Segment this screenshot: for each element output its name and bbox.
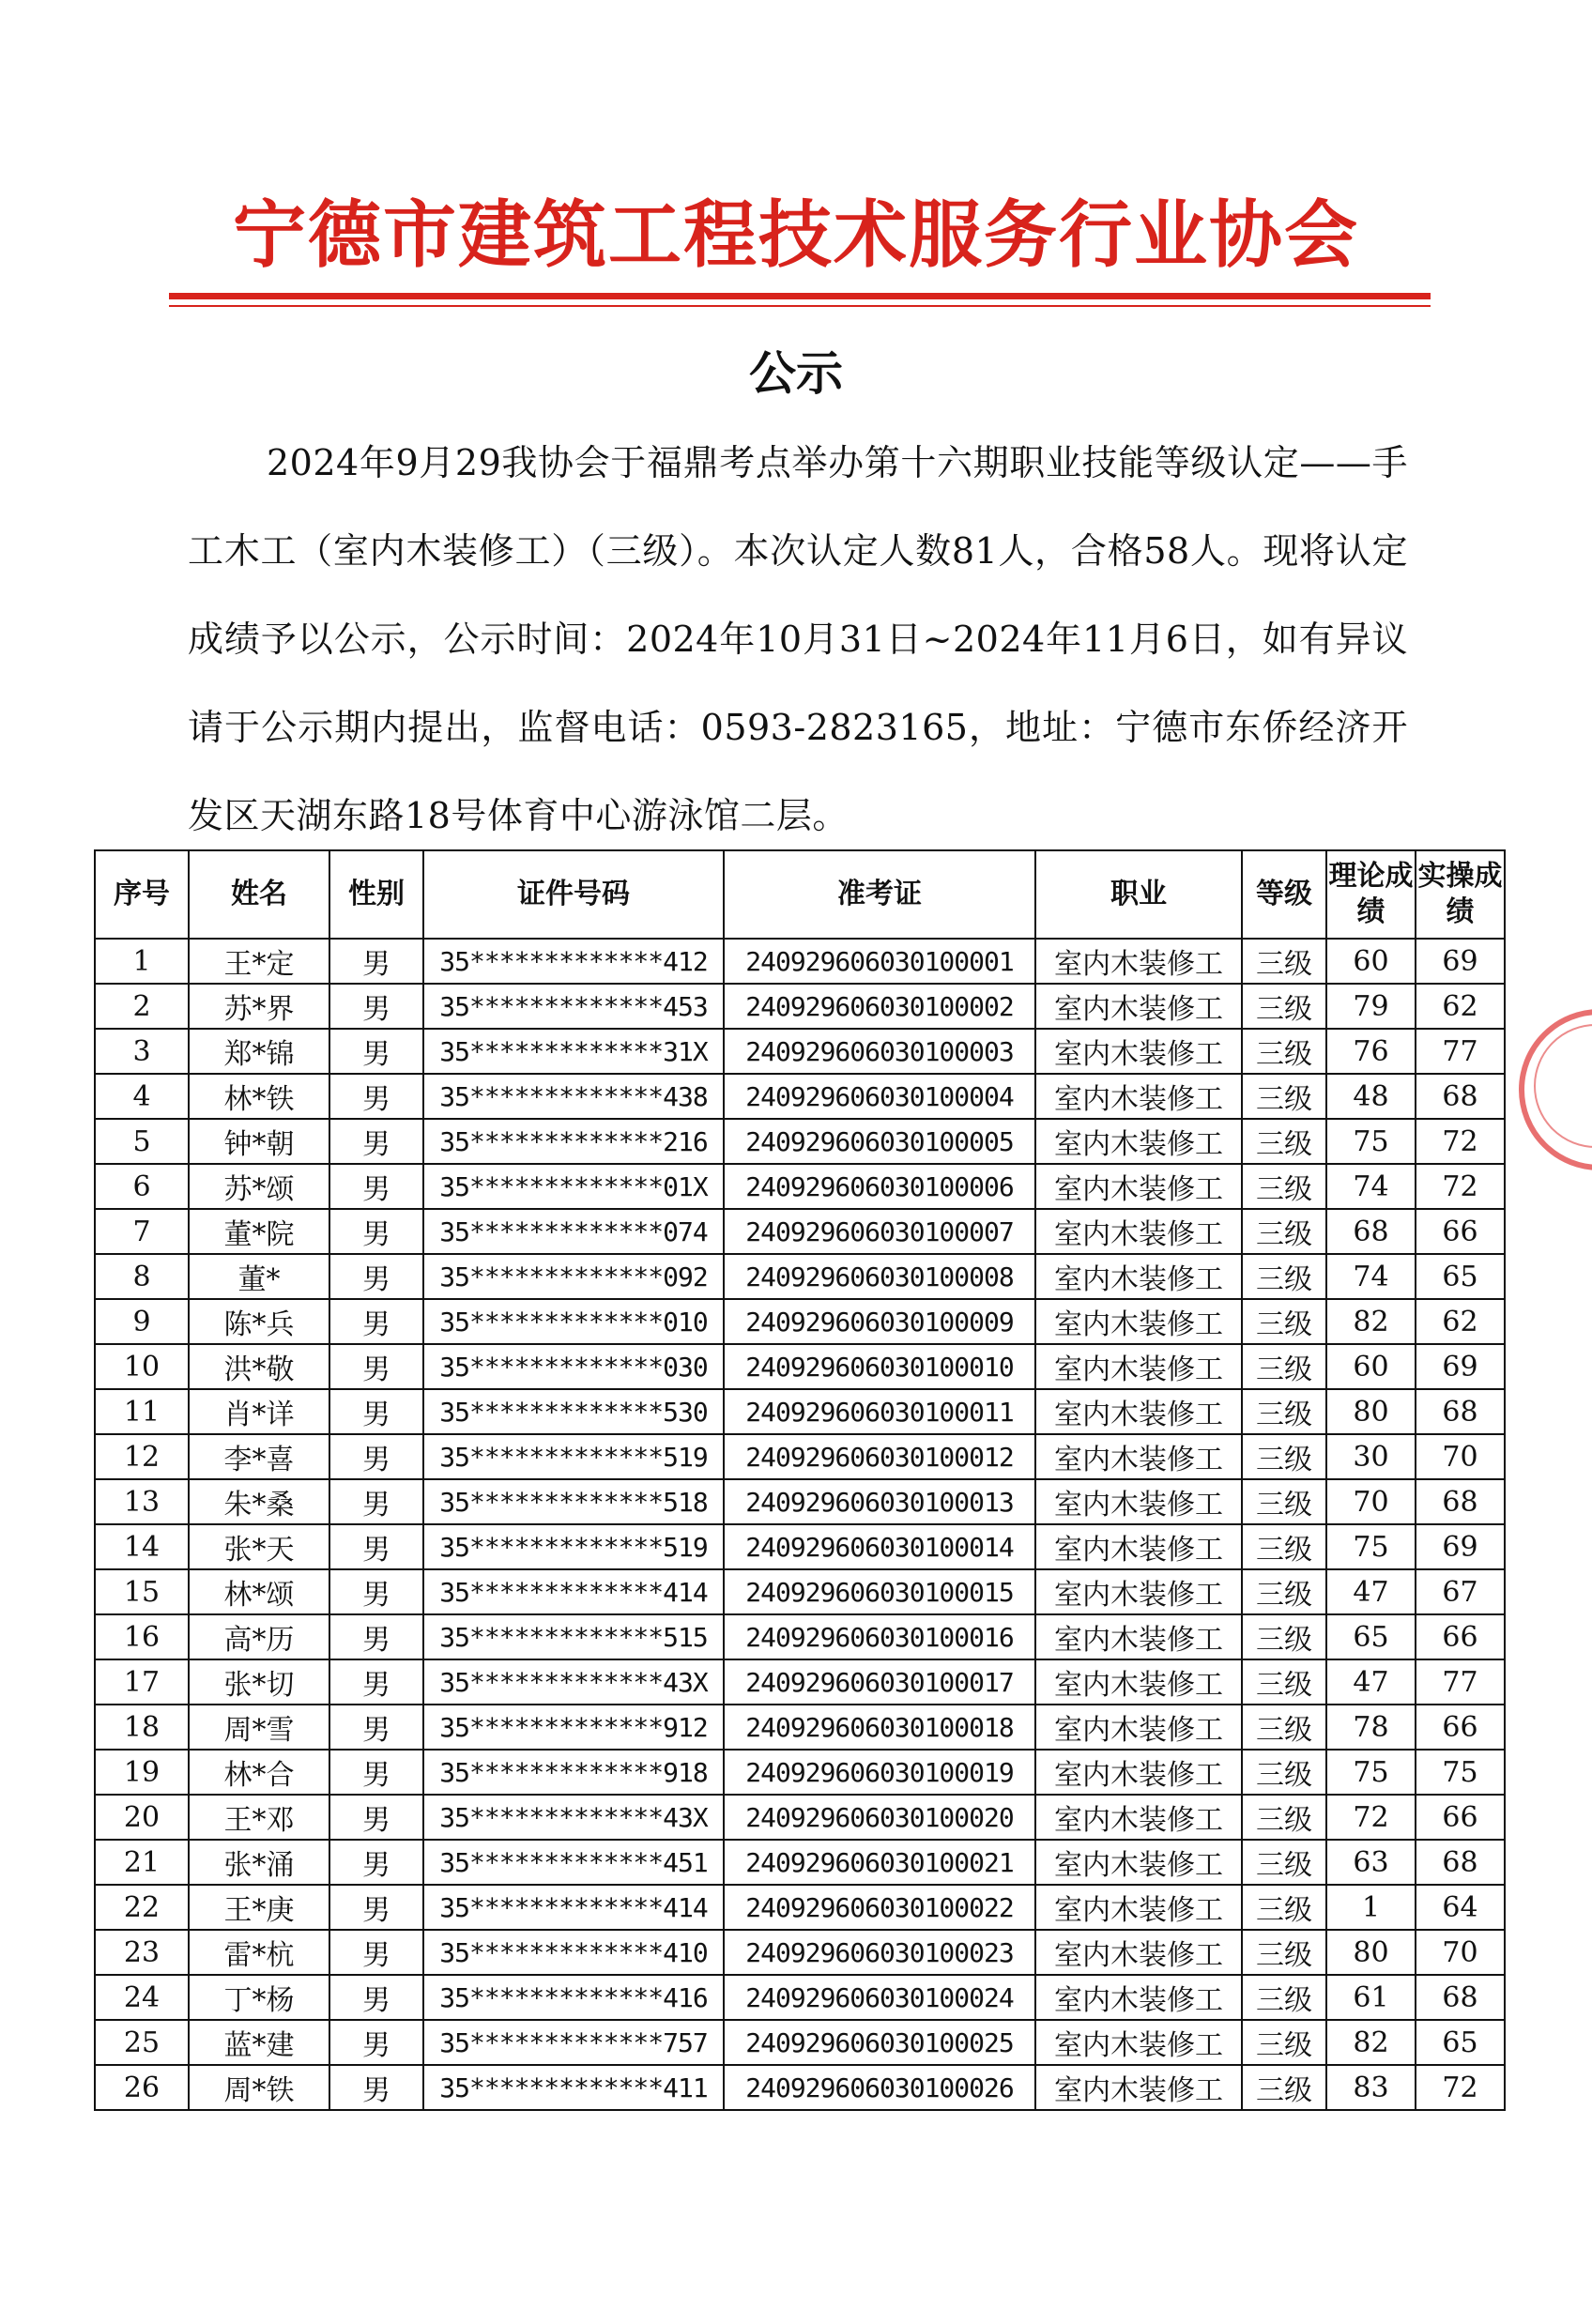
level-cell: 三级 xyxy=(1242,1434,1326,1479)
exam-ticket-cell: 240929606030100005 xyxy=(724,1119,1035,1164)
occupation-cell: 室内木装修工 xyxy=(1035,2065,1242,2110)
level-cell: 三级 xyxy=(1242,1209,1326,1254)
occupation-cell: 室内木装修工 xyxy=(1035,939,1242,984)
table-header xyxy=(95,850,1505,939)
id-number-cell: 35*************416 xyxy=(423,1975,724,2020)
name-cell: 肖*详 xyxy=(189,1389,329,1434)
occupation-cell: 室内木装修工 xyxy=(1035,1569,1242,1614)
seq-cell: 15 xyxy=(95,1569,189,1614)
occupation-cell: 室内木装修工 xyxy=(1035,1074,1242,1119)
practical-score-cell: 72 xyxy=(1416,1164,1505,1209)
practical-score-cell: 77 xyxy=(1416,1659,1505,1705)
gender-cell: 男 xyxy=(329,1795,423,1840)
name-cell: 王*定 xyxy=(189,939,329,984)
exam-ticket-cell: 240929606030100002 xyxy=(724,984,1035,1029)
seq-cell: 24 xyxy=(95,1975,189,2020)
gender-cell: 男 xyxy=(329,1750,423,1795)
notice-paragraph: 2024年9月29我协会于福鼎考点举办第十六期职业技能等级认定——手工木工（室内木装修工）（三级）。本次认定人数81人，合格58人。现将认定成绩予以公示，公示时间：2024年10月31日~2024年11月6日，如有异议请于公示期内提出，监督电话：0593-2823165，地址：宁德市东侨经济开发区天湖东路18号体育中心游泳馆二层。 xyxy=(188,442,1408,836)
name-cell: 王*邓 xyxy=(189,1795,329,1840)
occupation-cell: 室内木装修工 xyxy=(1035,1344,1242,1389)
occupation-cell: 室内木装修工 xyxy=(1035,1209,1242,1254)
name-cell: 周*铁 xyxy=(189,2065,329,2110)
seq-cell: 20 xyxy=(95,1795,189,1840)
level-cell: 三级 xyxy=(1242,1344,1326,1389)
name-cell: 张*天 xyxy=(189,1524,329,1569)
exam-ticket-cell: 240929606030100025 xyxy=(724,2020,1035,2065)
seq-cell: 5 xyxy=(95,1119,189,1164)
level-cell: 三级 xyxy=(1242,1254,1326,1299)
level-cell: 三级 xyxy=(1242,1029,1326,1074)
seq-cell: 11 xyxy=(95,1389,189,1434)
exam-ticket-cell: 240929606030100022 xyxy=(724,1885,1035,1930)
gender-cell: 男 xyxy=(329,1254,423,1299)
id-number-cell: 35*************414 xyxy=(423,1885,724,1930)
gender-cell: 男 xyxy=(329,1614,423,1659)
seq-cell: 23 xyxy=(95,1930,189,1975)
name-cell: 朱*桑 xyxy=(189,1479,329,1524)
practical-score-cell: 66 xyxy=(1416,1795,1505,1840)
theory-score-cell: 82 xyxy=(1326,2020,1416,2065)
theory-score-cell: 63 xyxy=(1326,1840,1416,1885)
table-row xyxy=(95,1119,1505,1164)
seq-cell: 6 xyxy=(95,1164,189,1209)
gender-cell: 男 xyxy=(329,1524,423,1569)
occupation-cell: 室内木装修工 xyxy=(1035,1524,1242,1569)
seq-cell: 21 xyxy=(95,1840,189,1885)
gender-cell: 男 xyxy=(329,2020,423,2065)
table-row xyxy=(95,1750,1505,1795)
id-number-cell: 35*************515 xyxy=(423,1614,724,1659)
practical-score-cell: 68 xyxy=(1416,1389,1505,1434)
practical-score-cell: 72 xyxy=(1416,1119,1505,1164)
level-cell: 三级 xyxy=(1242,1840,1326,1885)
occupation-cell: 室内木装修工 xyxy=(1035,1975,1242,2020)
table-row xyxy=(95,1524,1505,1569)
practical-score-cell: 67 xyxy=(1416,1569,1505,1614)
id-number-cell: 35*************912 xyxy=(423,1705,724,1750)
practical-score-cell: 66 xyxy=(1416,1209,1505,1254)
seq-cell: 26 xyxy=(95,2065,189,2110)
practical-score-cell: 68 xyxy=(1416,1840,1505,1885)
seq-cell: 13 xyxy=(95,1479,189,1524)
theory-score-cell: 78 xyxy=(1326,1705,1416,1750)
occupation-cell: 室内木装修工 xyxy=(1035,1479,1242,1524)
level-cell: 三级 xyxy=(1242,1299,1326,1344)
name-cell: 董*院 xyxy=(189,1209,329,1254)
occupation-cell: 室内木装修工 xyxy=(1035,1705,1242,1750)
occupation-cell: 室内木装修工 xyxy=(1035,1164,1242,1209)
exam-ticket-cell: 240929606030100006 xyxy=(724,1164,1035,1209)
id-number-cell: 35*************412 xyxy=(423,939,724,984)
seq-cell: 4 xyxy=(95,1074,189,1119)
theory-score-cell: 76 xyxy=(1326,1029,1416,1074)
id-number-cell: 35*************451 xyxy=(423,1840,724,1885)
practical-score-cell: 62 xyxy=(1416,1299,1505,1344)
name-cell: 林*颂 xyxy=(189,1569,329,1614)
exam-ticket-cell: 240929606030100018 xyxy=(724,1705,1035,1750)
header-rule-thick xyxy=(169,293,1431,299)
practical-score-cell: 70 xyxy=(1416,1930,1505,1975)
gender-cell: 男 xyxy=(329,1975,423,2020)
id-number-cell: 35*************414 xyxy=(423,1569,724,1614)
level-cell: 三级 xyxy=(1242,1975,1326,2020)
level-cell: 三级 xyxy=(1242,1389,1326,1434)
occupation-cell: 室内木装修工 xyxy=(1035,1254,1242,1299)
practical-score-cell: 69 xyxy=(1416,1344,1505,1389)
exam-ticket-cell: 240929606030100016 xyxy=(724,1614,1035,1659)
table-row xyxy=(95,1479,1505,1524)
occupation-cell: 室内木装修工 xyxy=(1035,1750,1242,1795)
gender-header: 性别 xyxy=(329,850,423,939)
id-number-cell: 35*************519 xyxy=(423,1524,724,1569)
seq-cell: 3 xyxy=(95,1029,189,1074)
id-number-cell: 35*************01X xyxy=(423,1164,724,1209)
table-row xyxy=(95,939,1505,984)
theory-score-cell: 47 xyxy=(1326,1659,1416,1705)
exam-ticket-cell: 240929606030100009 xyxy=(724,1299,1035,1344)
level-cell: 三级 xyxy=(1242,1930,1326,1975)
occupation-cell: 室内木装修工 xyxy=(1035,1795,1242,1840)
level-cell: 三级 xyxy=(1242,1569,1326,1614)
organization-title: 宁德市建筑工程技术服务行业协会 xyxy=(232,193,1359,278)
theory-score-cell: 61 xyxy=(1326,1975,1416,2020)
name-cell: 丁*杨 xyxy=(189,1975,329,2020)
exam-ticket-cell: 240929606030100012 xyxy=(724,1434,1035,1479)
theory-score-cell: 60 xyxy=(1326,1344,1416,1389)
gender-cell: 男 xyxy=(329,984,423,1029)
table-row xyxy=(95,2020,1505,2065)
practical-score-cell: 68 xyxy=(1416,1074,1505,1119)
level-cell: 三级 xyxy=(1242,1885,1326,1930)
table-row xyxy=(95,2065,1505,2110)
id-number-cell: 35*************519 xyxy=(423,1434,724,1479)
table-row xyxy=(95,1434,1505,1479)
table-row xyxy=(95,1705,1505,1750)
gender-cell: 男 xyxy=(329,1705,423,1750)
exam-ticket-cell: 240929606030100024 xyxy=(724,1975,1035,2020)
table-row xyxy=(95,1299,1505,1344)
occupation-cell: 室内木装修工 xyxy=(1035,2020,1242,2065)
occupation-cell: 室内木装修工 xyxy=(1035,984,1242,1029)
table-row xyxy=(95,1614,1505,1659)
notice-title: 公示 xyxy=(749,346,843,401)
seq-cell: 10 xyxy=(95,1344,189,1389)
id-number-cell: 35*************757 xyxy=(423,2020,724,2065)
exam-ticket-cell: 240929606030100004 xyxy=(724,1074,1035,1119)
id-number-cell: 35*************438 xyxy=(423,1074,724,1119)
id-number-cell: 35*************43X xyxy=(423,1795,724,1840)
id-number-cell: 35*************31X xyxy=(423,1029,724,1074)
exam-ticket-cell: 240929606030100003 xyxy=(724,1029,1035,1074)
practical-score-cell: 66 xyxy=(1416,1614,1505,1659)
exam-ticket-cell: 240929606030100010 xyxy=(724,1344,1035,1389)
exam-ticket-cell: 240929606030100015 xyxy=(724,1569,1035,1614)
results-table xyxy=(94,849,1506,2111)
practical-score-cell: 62 xyxy=(1416,984,1505,1029)
level-cell: 三级 xyxy=(1242,1479,1326,1524)
theory-score-cell: 70 xyxy=(1326,1479,1416,1524)
gender-cell: 男 xyxy=(329,1479,423,1524)
name-cell: 王*庚 xyxy=(189,1885,329,1930)
theory-score-cell: 48 xyxy=(1326,1074,1416,1119)
exam-ticket-cell: 240929606030100014 xyxy=(724,1524,1035,1569)
gender-cell: 男 xyxy=(329,1119,423,1164)
id-number-cell: 35*************216 xyxy=(423,1119,724,1164)
id-number-header: 证件号码 xyxy=(423,850,724,939)
theory-score-cell: 65 xyxy=(1326,1614,1416,1659)
seq-header: 序号 xyxy=(95,850,189,939)
table-row xyxy=(95,984,1505,1029)
table-row xyxy=(95,1209,1505,1254)
level-cell: 三级 xyxy=(1242,1614,1326,1659)
name-header: 姓名 xyxy=(189,850,329,939)
table-row xyxy=(95,1930,1505,1975)
occupation-header: 职业 xyxy=(1035,850,1242,939)
name-cell: 苏*界 xyxy=(189,984,329,1029)
seq-cell: 25 xyxy=(95,2020,189,2065)
header-rule-thin xyxy=(169,305,1431,307)
table-row xyxy=(95,1344,1505,1389)
exam-ticket-cell: 240929606030100026 xyxy=(724,2065,1035,2110)
id-number-cell: 35*************411 xyxy=(423,2065,724,2110)
exam-ticket-cell: 240929606030100011 xyxy=(724,1389,1035,1434)
name-cell: 张*涌 xyxy=(189,1840,329,1885)
theory-score-cell: 75 xyxy=(1326,1119,1416,1164)
practical-score-cell: 68 xyxy=(1416,1975,1505,2020)
table-row xyxy=(95,1975,1505,2020)
theory-score-header: 理论成绩 xyxy=(1326,850,1416,939)
exam-ticket-cell: 240929606030100013 xyxy=(724,1479,1035,1524)
theory-score-cell: 30 xyxy=(1326,1434,1416,1479)
name-cell: 苏*颂 xyxy=(189,1164,329,1209)
seq-cell: 19 xyxy=(95,1750,189,1795)
exam-ticket-header: 准考证 xyxy=(724,850,1035,939)
practical-score-cell: 66 xyxy=(1416,1705,1505,1750)
occupation-cell: 室内木装修工 xyxy=(1035,1029,1242,1074)
theory-score-cell: 75 xyxy=(1326,1750,1416,1795)
practical-score-cell: 70 xyxy=(1416,1434,1505,1479)
occupation-cell: 室内木装修工 xyxy=(1035,1299,1242,1344)
practical-score-cell: 75 xyxy=(1416,1750,1505,1795)
name-cell: 林*合 xyxy=(189,1750,329,1795)
theory-score-cell: 68 xyxy=(1326,1209,1416,1254)
exam-ticket-cell: 240929606030100008 xyxy=(724,1254,1035,1299)
gender-cell: 男 xyxy=(329,1164,423,1209)
seq-cell: 22 xyxy=(95,1885,189,1930)
seq-cell: 1 xyxy=(95,939,189,984)
level-cell: 三级 xyxy=(1242,984,1326,1029)
occupation-cell: 室内木装修工 xyxy=(1035,1389,1242,1434)
occupation-cell: 室内木装修工 xyxy=(1035,1614,1242,1659)
level-cell: 三级 xyxy=(1242,1795,1326,1840)
level-header: 等级 xyxy=(1242,850,1326,939)
theory-score-cell: 75 xyxy=(1326,1524,1416,1569)
theory-score-cell: 80 xyxy=(1326,1930,1416,1975)
seq-cell: 18 xyxy=(95,1705,189,1750)
name-cell: 郑*锦 xyxy=(189,1029,329,1074)
name-cell: 张*切 xyxy=(189,1659,329,1705)
table-row xyxy=(95,1254,1505,1299)
theory-score-cell: 80 xyxy=(1326,1389,1416,1434)
theory-score-cell: 1 xyxy=(1326,1885,1416,1930)
table-row xyxy=(95,1840,1505,1885)
gender-cell: 男 xyxy=(329,1885,423,1930)
practical-score-header: 实操成绩 xyxy=(1416,850,1505,939)
seq-cell: 12 xyxy=(95,1434,189,1479)
occupation-cell: 室内木装修工 xyxy=(1035,1885,1242,1930)
gender-cell: 男 xyxy=(329,2065,423,2110)
occupation-cell: 室内木装修工 xyxy=(1035,1840,1242,1885)
name-cell: 周*雪 xyxy=(189,1705,329,1750)
seq-cell: 8 xyxy=(95,1254,189,1299)
practical-score-cell: 69 xyxy=(1416,939,1505,984)
occupation-cell: 室内木装修工 xyxy=(1035,1930,1242,1975)
id-number-cell: 35*************43X xyxy=(423,1659,724,1705)
practical-score-cell: 68 xyxy=(1416,1479,1505,1524)
seq-cell: 16 xyxy=(95,1614,189,1659)
gender-cell: 男 xyxy=(329,1209,423,1254)
name-cell: 蓝*建 xyxy=(189,2020,329,2065)
level-cell: 三级 xyxy=(1242,1705,1326,1750)
theory-score-cell: 47 xyxy=(1326,1569,1416,1614)
gender-cell: 男 xyxy=(329,939,423,984)
practical-score-cell: 65 xyxy=(1416,2020,1505,2065)
level-cell: 三级 xyxy=(1242,2020,1326,2065)
id-number-cell: 35*************410 xyxy=(423,1930,724,1975)
gender-cell: 男 xyxy=(329,1569,423,1614)
gender-cell: 男 xyxy=(329,1344,423,1389)
table-row xyxy=(95,1795,1505,1840)
table-row xyxy=(95,1885,1505,1930)
theory-score-cell: 83 xyxy=(1326,2065,1416,2110)
level-cell: 三级 xyxy=(1242,2065,1326,2110)
id-number-cell: 35*************453 xyxy=(423,984,724,1029)
id-number-cell: 35*************074 xyxy=(423,1209,724,1254)
name-cell: 林*铁 xyxy=(189,1074,329,1119)
theory-score-cell: 82 xyxy=(1326,1299,1416,1344)
level-cell: 三级 xyxy=(1242,939,1326,984)
id-number-cell: 35*************092 xyxy=(423,1254,724,1299)
id-number-cell: 35*************918 xyxy=(423,1750,724,1795)
seq-cell: 2 xyxy=(95,984,189,1029)
level-cell: 三级 xyxy=(1242,1750,1326,1795)
exam-ticket-cell: 240929606030100007 xyxy=(724,1209,1035,1254)
theory-score-cell: 79 xyxy=(1326,984,1416,1029)
occupation-cell: 室内木装修工 xyxy=(1035,1434,1242,1479)
theory-score-cell: 74 xyxy=(1326,1164,1416,1209)
exam-ticket-cell: 240929606030100017 xyxy=(724,1659,1035,1705)
practical-score-cell: 72 xyxy=(1416,2065,1505,2110)
theory-score-cell: 74 xyxy=(1326,1254,1416,1299)
name-cell: 钟*朝 xyxy=(189,1119,329,1164)
exam-ticket-cell: 240929606030100001 xyxy=(724,939,1035,984)
table-row xyxy=(95,1659,1505,1705)
level-cell: 三级 xyxy=(1242,1119,1326,1164)
name-cell: 雷*杭 xyxy=(189,1930,329,1975)
table-row xyxy=(95,1569,1505,1614)
exam-ticket-cell: 240929606030100021 xyxy=(724,1840,1035,1885)
theory-score-cell: 60 xyxy=(1326,939,1416,984)
level-cell: 三级 xyxy=(1242,1164,1326,1209)
name-cell: 陈*兵 xyxy=(189,1299,329,1344)
exam-ticket-cell: 240929606030100019 xyxy=(724,1750,1035,1795)
gender-cell: 男 xyxy=(329,1389,423,1434)
level-cell: 三级 xyxy=(1242,1659,1326,1705)
practical-score-cell: 65 xyxy=(1416,1254,1505,1299)
id-number-cell: 35*************030 xyxy=(423,1344,724,1389)
exam-ticket-cell: 240929606030100023 xyxy=(724,1930,1035,1975)
name-cell: 高*历 xyxy=(189,1614,329,1659)
gender-cell: 男 xyxy=(329,1840,423,1885)
gender-cell: 男 xyxy=(329,1930,423,1975)
seq-cell: 7 xyxy=(95,1209,189,1254)
seq-cell: 9 xyxy=(95,1299,189,1344)
name-cell: 董* xyxy=(189,1254,329,1299)
table-row xyxy=(95,1029,1505,1074)
gender-cell: 男 xyxy=(329,1659,423,1705)
name-cell: 李*喜 xyxy=(189,1434,329,1479)
level-cell: 三级 xyxy=(1242,1524,1326,1569)
practical-score-cell: 69 xyxy=(1416,1524,1505,1569)
id-number-cell: 35*************010 xyxy=(423,1299,724,1344)
gender-cell: 男 xyxy=(329,1434,423,1479)
level-cell: 三级 xyxy=(1242,1074,1326,1119)
occupation-cell: 室内木装修工 xyxy=(1035,1659,1242,1705)
theory-score-cell: 72 xyxy=(1326,1795,1416,1840)
table-body xyxy=(95,939,1505,2110)
occupation-cell: 室内木装修工 xyxy=(1035,1119,1242,1164)
table-row xyxy=(95,1389,1505,1434)
exam-ticket-cell: 240929606030100020 xyxy=(724,1795,1035,1840)
table-header-row xyxy=(95,850,1505,939)
id-number-cell: 35*************530 xyxy=(423,1389,724,1434)
gender-cell: 男 xyxy=(329,1074,423,1119)
table-row xyxy=(95,1074,1505,1119)
practical-score-cell: 77 xyxy=(1416,1029,1505,1074)
name-cell: 洪*敬 xyxy=(189,1344,329,1389)
seq-cell: 14 xyxy=(95,1524,189,1569)
id-number-cell: 35*************518 xyxy=(423,1479,724,1524)
table-row xyxy=(95,1164,1505,1209)
gender-cell: 男 xyxy=(329,1299,423,1344)
gender-cell: 男 xyxy=(329,1029,423,1074)
seq-cell: 17 xyxy=(95,1659,189,1705)
practical-score-cell: 64 xyxy=(1416,1885,1505,1930)
